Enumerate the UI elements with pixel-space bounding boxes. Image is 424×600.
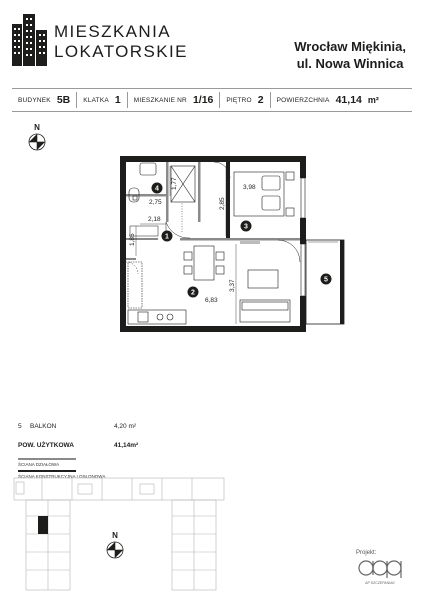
summary-balcony-area: 4,20 m²: [114, 423, 137, 430]
info-floor: [220, 92, 270, 108]
info-flat-label: MIESZKANIE NR: [133, 96, 187, 104]
dimension-1-77: 1,77: [171, 177, 178, 190]
room-badge-4: [152, 183, 163, 194]
info-building-label: BUDYNEK: [18, 96, 51, 104]
room-area-3: 3,98: [243, 184, 256, 191]
room-area-4: 2,75: [149, 199, 162, 206]
address: [294, 38, 406, 72]
room-number-1: 1: [165, 233, 169, 241]
info-floor-value: 2: [257, 94, 264, 106]
room-area-2: 6,83: [205, 297, 218, 304]
info-area: [271, 92, 385, 108]
site-compass-label: N: [112, 531, 118, 540]
info-flat-value: 1/16: [192, 94, 214, 106]
address-street: ul. Nowa Winnica: [296, 56, 404, 71]
info-building: [12, 92, 77, 108]
legend-partition-label: ŚCIANA DZIAŁOWA: [18, 462, 60, 467]
info-area-unit: m²: [367, 95, 379, 105]
dimension-lines: [136, 166, 236, 324]
legend-structural-swatch: [18, 470, 76, 472]
info-floor-label: PIĘTRO: [226, 96, 252, 104]
compass-label: N: [34, 123, 40, 132]
brand-line-2: LOKATORSKIE: [54, 42, 188, 61]
info-stair: [77, 92, 128, 108]
room-badge-1: [162, 231, 173, 242]
room-number-3: 3: [244, 223, 248, 231]
site-plan: [12, 476, 412, 592]
floor-plan: [0, 118, 424, 358]
summary-total-row: [18, 439, 238, 452]
app-architect-logo-icon: [356, 556, 404, 586]
dimension-3-37: 3,37: [229, 279, 236, 292]
brand-logo: [12, 12, 188, 72]
wardrobe: [130, 223, 260, 244]
room-area-1: 2,18: [148, 216, 161, 223]
info-stair-value: 1: [114, 94, 121, 106]
summary-balcony-number: 5: [18, 423, 22, 430]
app-logo-caption: AP SZCZEPANIAK: [365, 581, 395, 585]
room-badge-2: [188, 287, 199, 298]
info-building-value: 5B: [56, 94, 71, 106]
summary-total-area: 41,14m²: [114, 442, 139, 449]
info-stair-label: KLATKA: [83, 96, 109, 104]
legend-partition: [18, 458, 105, 467]
apartment-location-marker: [38, 516, 48, 534]
buildings-logo-icon: [12, 14, 48, 66]
dimension-2-85: 2,85: [219, 197, 226, 210]
legend-structural-label: ŚCIANA KONSTRUKCYJNA I OSŁONOWA: [18, 474, 106, 479]
brand-name: [54, 22, 188, 62]
apartment-info-bar: [12, 88, 412, 112]
room-badge-3: [241, 221, 252, 232]
info-area-label: POWIERZCHNIA: [276, 96, 330, 104]
dining-table: [184, 246, 224, 280]
address-city: Wrocław Miękinia,: [294, 39, 406, 54]
area-summary: [18, 420, 238, 452]
summary-total-label: POW. UŻYTKOWA: [18, 442, 74, 449]
legend-partition-swatch: [18, 458, 76, 460]
info-flat: [128, 92, 221, 108]
summary-balcony-row: [18, 420, 238, 433]
compass-icon: [29, 123, 45, 150]
summary-balcony-name: BALKON: [30, 423, 57, 430]
room-number-2: 2: [191, 289, 195, 297]
project-label: Projekt:: [356, 550, 377, 556]
site-compass-icon: [107, 531, 123, 558]
room-number-5: 5: [324, 276, 328, 284]
dimension-1-85: 1,85: [129, 233, 136, 246]
kitchen-counter: [128, 262, 186, 324]
info-area-value: 41,14: [335, 94, 362, 106]
bed-icon: [234, 172, 294, 216]
sofa: [240, 270, 290, 322]
brand-line-1: MIESZKANIA: [54, 22, 171, 41]
room-badge-5: [321, 274, 332, 285]
room-number-4: 4: [155, 185, 159, 193]
